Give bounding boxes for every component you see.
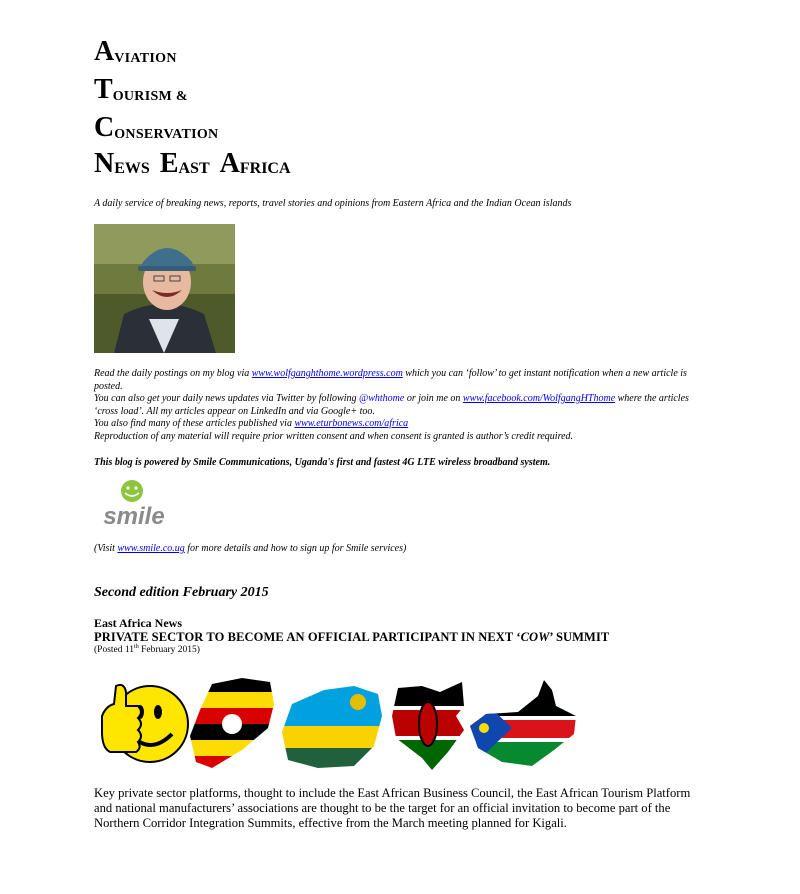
south-sudan-map-flag-icon — [468, 676, 578, 774]
author-photo — [94, 224, 235, 353]
article-body: Key private sector platforms, thought to include the East African Business Council, the East African Tourism Platform and national manufacturers’ associations are thought to be the target for an official invitation to become part of the Northern Corridor Integration Summits, effective from the March meeting planned for Kigali. — [94, 786, 691, 830]
masthead-line-conservation: C ONSERVATION — [94, 112, 219, 143]
edition-title: Second edition February 2015 — [94, 585, 269, 600]
masthead-news-east-africa: N EWS E AST A FRICA — [94, 148, 291, 179]
posted-date: (Posted 11th February 2015) — [94, 644, 200, 656]
smile-logo-text: smile — [103, 503, 165, 530]
masthead — [94, 28, 218, 142]
section-label: East Africa News — [94, 616, 182, 630]
twitter-handle[interactable]: @whthome — [359, 393, 405, 404]
smile-logo — [96, 478, 172, 532]
uganda-map-flag-icon — [188, 676, 278, 774]
kenya-map-flag-icon — [388, 676, 468, 774]
eturbonews-link[interactable]: www.eturbonews.com/africa — [294, 418, 409, 429]
article-headline: PRIVATE SECTOR TO BECOME AN OFFICIAL PARTICIPANT IN NEXT ‘COW’ SUMMIT — [94, 630, 610, 644]
info-eturbo-line: You also find many of these articles published via www.eturbonews.com/africa — [94, 418, 409, 429]
info-twitter-line: You can also get your daily news updates via Twitter by following @whthome or join me on www.facebook.com/WolfgangHThome where the articles ‘cross load’. All my articles appear on LinkedIn and via Google+ too. — [94, 393, 689, 417]
flags-illustration — [92, 676, 582, 774]
blog-info — [94, 368, 694, 443]
facebook-link[interactable]: www.facebook.com/WolfgangHThome — [462, 393, 616, 404]
smile-link[interactable]: www.smile.co.ug — [117, 543, 185, 554]
blog-link[interactable]: www.wolfganghthome.wordpress.com — [251, 368, 403, 379]
tagline: A daily service of breaking news, reports, travel stories and opinions from Eastern Africa and the Indian Ocean islands — [94, 198, 572, 209]
visit-smile-text: (Visit www.smile.co.ug for more details and how to sign up for Smile services) — [94, 543, 407, 554]
rwanda-map-flag-icon — [278, 676, 388, 774]
masthead-line-tourism: T OURISM & — [94, 74, 188, 105]
thumbs-up-smiley-icon — [102, 685, 188, 762]
info-blog-line: Read the daily postings on my blog via www.wolfganghthome.wordpress.com which you can ‘follow’ to get instant notification when a new article is posted. — [94, 368, 687, 392]
info-reproduction-line: Reproduction of any material will require prior written consent and when consent is granted is author’s credit required. — [94, 430, 574, 442]
masthead-line-aviation: A VIATION — [94, 36, 177, 67]
powered-by-text: This blog is powered by Smile Communications, Uganda's first and fastest 4G LTE wireless broadband system. — [94, 457, 551, 468]
